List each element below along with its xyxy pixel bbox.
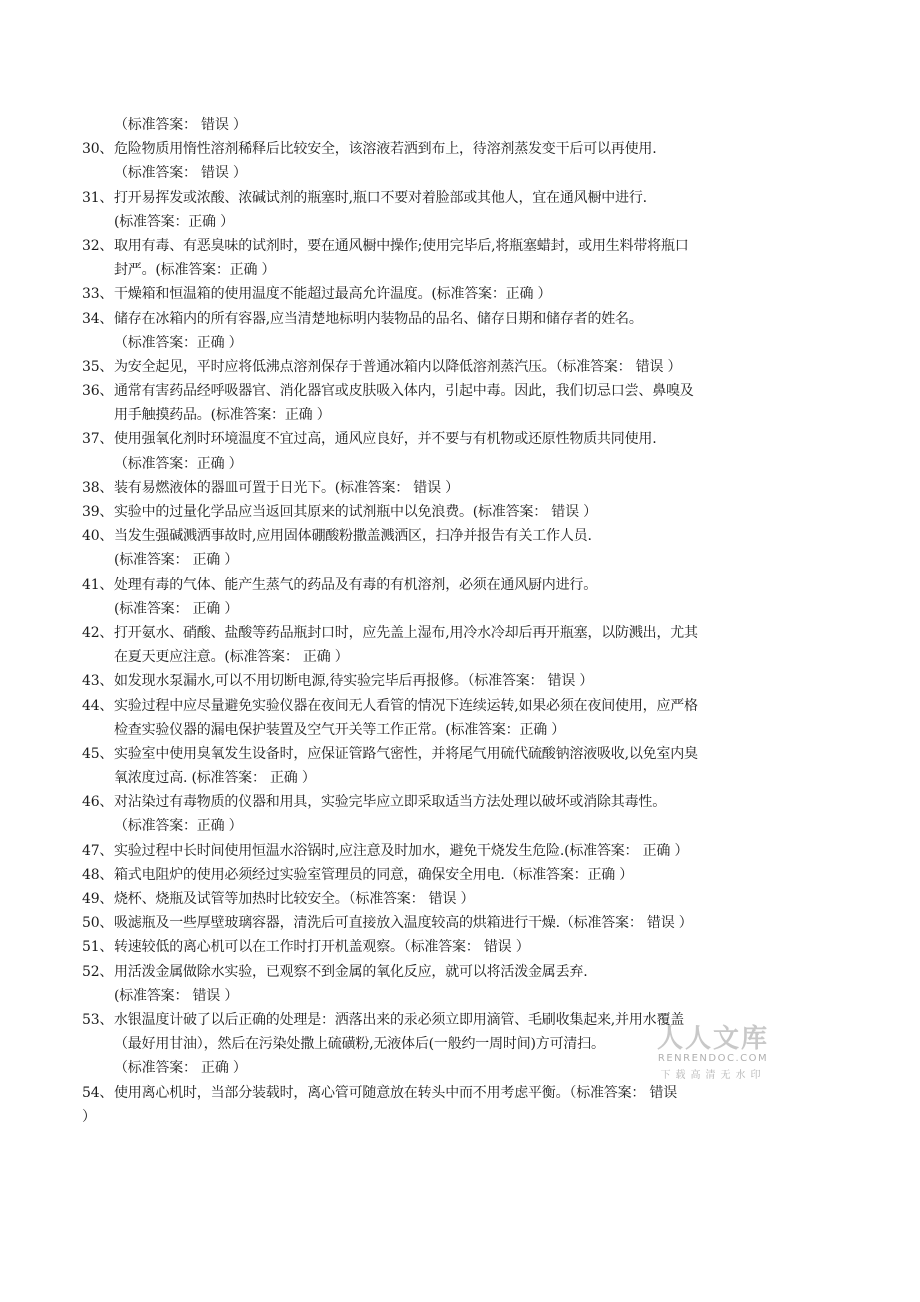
text-line	[82, 307, 812, 331]
question-text: 烧杯、烧瓶及试管等加热时比较安全。（标准答案： 错误 ）	[114, 891, 475, 907]
question-text: 用活泼金属做除水实验，已观察不到金属的氧化反应，就可以将活泼金属丢弃.	[114, 963, 588, 980]
text-line	[82, 476, 812, 500]
question-number: 36、	[82, 383, 114, 400]
text-line	[82, 645, 812, 669]
question-text: 氧浓度过高. (标准答案： 正确 ）	[114, 770, 316, 787]
text-line	[82, 524, 812, 548]
question-text: （标准答案： 错误 ）	[114, 117, 247, 133]
text-line	[82, 161, 812, 185]
question-text: 实验过程中应尽量避免实验仪器在夜间无人看管的情况下连续运转,如果必须在夜间使用，应严格	[114, 697, 698, 714]
question-text: 打开氨水、硝酸、盐酸等药品瓶封口时，应先盖上湿布,用冷水冷却后再开瓶塞，以防溅出，尤其	[114, 624, 698, 641]
question-number: 37、	[82, 431, 114, 448]
question-text: 对沾染过有毒物质的仪器和用具，实验完毕应立即采取适当方法处理以破坏或消除其毒性。	[114, 794, 666, 811]
text-line	[82, 814, 812, 838]
question-text: 在夏天更应注意。(标准答案： 正确 ）	[114, 649, 349, 666]
question-text: (标准答案：正确 ）	[114, 213, 234, 230]
text-line	[82, 403, 812, 427]
text-line	[82, 186, 812, 210]
text-line	[82, 694, 812, 718]
question-text: （标准答案：正确 ）	[114, 455, 243, 472]
question-text: 实验室中使用臭氧发生设备时，应保证管路气密性，并将尾气用硫代硫酸钠溶液吸收,以免室内臭	[114, 745, 698, 762]
question-number: 31、	[82, 189, 114, 206]
question-text: 危险物质用惰性溶剂稀释后比较安全，该溶液若洒到布上，待溶剂蒸发变干后可以再使用.	[114, 141, 657, 158]
text-line	[82, 1056, 812, 1080]
question-number: 42、	[82, 624, 114, 641]
question-text: ）	[82, 1108, 96, 1125]
question-text: 转速较低的离心机可以在工作时打开机盖观察。（标准答案： 错误 ）	[114, 939, 530, 956]
text-line	[82, 379, 812, 403]
text-line	[82, 548, 812, 572]
question-number: 47、	[82, 842, 114, 859]
question-text: （标准答案： 正确 ）	[114, 1060, 247, 1077]
text-line	[82, 113, 812, 137]
question-number: 32、	[82, 237, 114, 254]
text-line	[82, 597, 812, 621]
question-number: 38、	[82, 479, 114, 496]
question-text: （标准答案：正确 ）	[114, 818, 243, 835]
question-text: （标准答案： 错误 ）	[114, 165, 247, 182]
text-line	[82, 1105, 812, 1129]
text-line	[82, 863, 812, 887]
question-text: 实验中的过量化学品应当返回其原来的试剂瓶中以免浪费。(标准答案： 错误 ）	[114, 504, 597, 520]
question-text: 水银温度计破了以后正确的处理是：洒落出来的汞必须立即用滴管、毛刷收集起来,并用水覆盖	[114, 1011, 685, 1028]
question-text: 使用离心机时，当部分装载时，离心管可随意放在转头中而不用考虑平衡。（标准答案： 错误	[114, 1084, 678, 1101]
question-text: (标准答案： 正确 ）	[114, 552, 239, 569]
question-number: 34、	[82, 310, 114, 327]
text-line	[82, 742, 812, 766]
question-text: 使用强氧化剂时环境温度不宜过高，通风应良好，并不要与有机物或还原性物质共同使用.	[114, 431, 657, 448]
text-line	[82, 1032, 812, 1056]
question-text: 当发生强碱溅洒事故时,应用固体硼酸粉撒盖溅洒区，扫净并报告有关工作人员.	[114, 528, 592, 545]
text-line	[82, 210, 812, 234]
text-line	[82, 427, 812, 451]
text-line	[82, 960, 812, 984]
question-text: 用手触摸药品。(标准答案：正确 ）	[114, 407, 331, 424]
question-number: 45、	[82, 745, 114, 762]
text-line	[82, 500, 812, 524]
question-text: 箱式电阻炉的使用必须经过实验室管理员的同意，确保安全用电.（标准答案：正确 ）	[114, 866, 634, 883]
watermark-title: 人人文库	[656, 1024, 769, 1054]
text-line	[82, 887, 812, 911]
question-text: 吸滤瓶及一些厚壁玻璃容器，清洗后可直接放入温度较高的烘箱进行干燥.（标准答案： 错误 ）	[114, 915, 693, 932]
question-number: 46、	[82, 794, 114, 811]
text-line	[82, 137, 812, 161]
question-number: 48、	[82, 866, 114, 883]
text-line	[82, 234, 812, 258]
question-text: (标准答案： 正确 ）	[114, 600, 239, 617]
text-line	[82, 621, 812, 645]
question-number: 35、	[82, 358, 114, 375]
question-text: 储存在冰箱内的所有容器,应当清楚地标明内装物品的品名、储存日期和储存者的姓名。	[114, 310, 643, 327]
text-line	[82, 790, 812, 814]
text-line	[82, 935, 812, 959]
question-text: 封严。(标准答案：正确 ）	[114, 262, 276, 279]
question-text: 检查实验仪器的漏电保护装置及空气开关等工作正常。(标准答案：正确 ）	[114, 721, 566, 738]
question-text: 如发现水泵漏水,可以不用切断电源,待实验完毕后再报修。（标准答案： 错误 ）	[114, 673, 594, 690]
question-number: 52、	[82, 963, 114, 980]
text-line	[82, 331, 812, 355]
question-number: 39、	[82, 504, 114, 520]
text-line	[82, 984, 812, 1008]
question-text: 干燥箱和恒温箱的使用温度不能超过最高允许温度。(标准答案：正确 ）	[114, 286, 552, 303]
question-number: 44、	[82, 697, 114, 714]
question-text: 通常有害药品经呼吸器官、消化器官或皮肤吸入体内，引起中毒。因此，我们切忌口尝、鼻嗅及	[114, 383, 694, 400]
question-text: 取用有毒、有恶臭味的试剂时，要在通风橱中操作;使用完毕后,将瓶塞蜡封，或用生料带将瓶口	[114, 237, 689, 254]
text-line	[82, 718, 812, 742]
text-line	[82, 573, 812, 597]
question-text: (标准答案： 错误 ）	[114, 987, 239, 1004]
watermark-domain: RENRENDOC.COM	[657, 1053, 769, 1064]
text-line	[82, 911, 812, 935]
question-number: 51、	[82, 939, 114, 956]
question-number: 30、	[82, 141, 114, 158]
text-line	[82, 766, 812, 790]
question-number: 40、	[82, 528, 114, 545]
watermark-slogan: 下载高清无水印	[660, 1070, 766, 1081]
text-line	[82, 452, 812, 476]
question-text: 实验过程中长时间使用恒温水浴锅时,应注意及时加水，避免干烧发生危险.(标准答案： 正确 ）	[114, 842, 689, 859]
question-text: （标准答案：正确 ）	[114, 334, 243, 351]
text-line	[82, 282, 812, 306]
document-body	[82, 113, 812, 1129]
question-text: 打开易挥发或浓酸、浓碱试剂的瓶塞时,瓶口不要对着脸部或其他人，宜在通风橱中进行.	[114, 189, 647, 206]
question-number: 43、	[82, 673, 114, 690]
question-text: 装有易燃液体的器皿可置于日光下。(标准答案： 错误 ）	[114, 479, 459, 496]
text-line	[82, 1081, 812, 1105]
text-line	[82, 258, 812, 282]
question-number: 49、	[82, 891, 114, 907]
text-line	[82, 355, 812, 379]
question-number: 33、	[82, 286, 114, 303]
text-line	[82, 669, 812, 693]
question-text: （最好用甘油），然后在污染处撒上硫磺粉,无液体后(一般约一周时间)方可清扫。	[114, 1036, 605, 1053]
question-number: 41、	[82, 576, 114, 593]
question-number: 50、	[82, 915, 114, 932]
question-number: 53、	[82, 1011, 114, 1028]
question-text: 处理有毒的气体、能产生蒸气的药品及有毒的有机溶剂，必须在通风厨内进行。	[114, 576, 597, 593]
text-line	[82, 839, 812, 863]
question-number: 54、	[82, 1084, 114, 1101]
text-line	[82, 1008, 812, 1032]
question-text: 为安全起见，平时应将低沸点溶剂保存于普通冰箱内以降低溶剂蒸汽压。（标准答案： 错误 ）	[114, 358, 682, 375]
